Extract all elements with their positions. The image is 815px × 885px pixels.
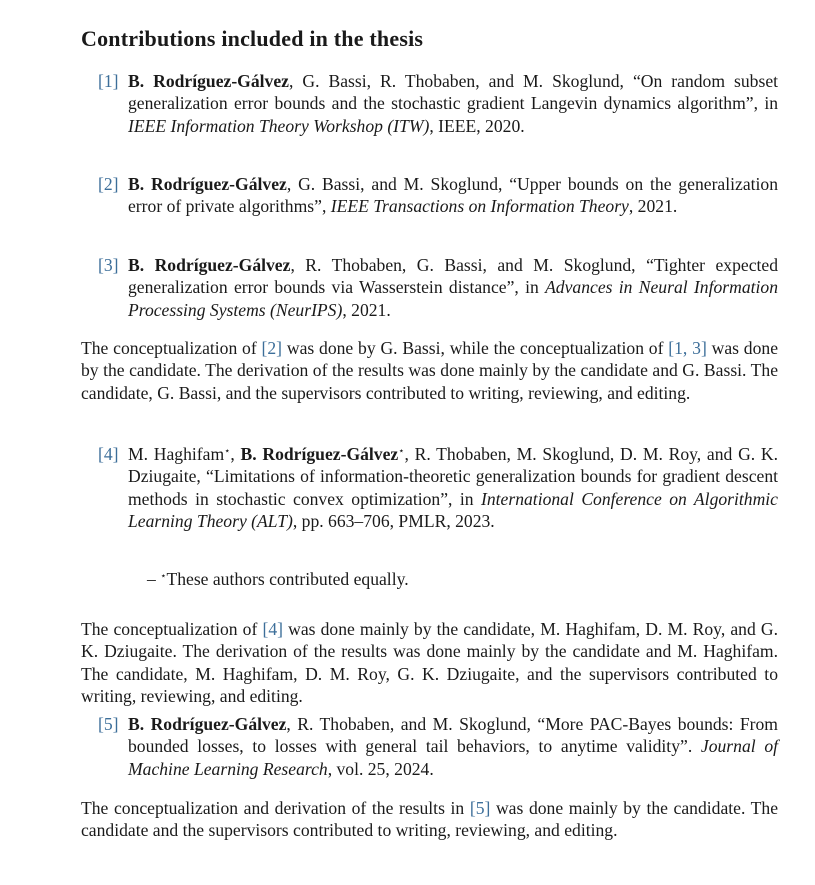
candidate-author: B. Rodríguez-Gálvez [128,255,291,275]
candidate-author: B. Rodríguez-Gálvez [128,174,287,194]
venue: IEEE Information Theory Workshop (ITW) [128,115,430,136]
reference-number[interactable]: [1] [98,71,119,91]
venue-prefix: . [687,736,701,757]
reference-number[interactable]: [4] [98,444,119,464]
note-text: These authors contributed equally. [166,569,409,589]
paragraph-text: was done by G. Bassi, while the conceptualization of [282,338,669,358]
reference-3 [98,254,778,321]
co-authors: , R. Thobaben, G. Bassi, and M. Skoglund, [290,255,647,275]
reference-number[interactable]: [5] [98,714,119,734]
candidate-author: B. Rodríguez-Gálvez [128,71,289,91]
reference-body [128,443,778,532]
paragraph-text: The conceptualization of [81,619,263,639]
reference-1 [98,70,778,137]
venue: Journal of Machine Learning Research [128,736,779,779]
paper-title: “On random subset generalization error bounds and the stochastic gradient Langevin dynamics algorithm” [128,71,779,114]
reference-number[interactable]: [2] [98,174,119,194]
co-authors: , R. Thobaben, M. Skoglund, D. M. Roy, and G. K. Dziugaite, [128,444,779,487]
citation-link[interactable]: [1, 3] [668,338,707,358]
reference-5 [98,713,778,780]
venue: IEEE Transactions on Information Theory [330,196,629,217]
reference-body [128,173,778,218]
reference-tail: , pp. 663–706, PMLR, 2023. [292,510,495,531]
contribution-paragraph-1 [81,337,778,404]
reference-4 [98,443,778,532]
dash-bullet: – [147,569,156,589]
separator: , [230,444,241,464]
equal-contribution-star: ⋆ [398,446,405,457]
citation-link[interactable]: [4] [262,619,283,639]
venue-prefix: , [321,196,331,217]
paragraph-text: was done mainly by the candidate. The candidate and the supervisors contributed to writing, reviewing, and editing. [81,798,778,841]
co-authors: , G. Bassi, and M. Skoglund, [286,174,510,194]
section-title: Contributions included in the thesis [81,26,424,51]
paragraph-text: The conceptualization of [81,338,262,358]
paper-title: “Upper bounds on the generalization error of private algorithms” [128,174,778,217]
paragraph-text: was done by the candidate. The derivation of the results was done mainly by the candidate and G. Bassi. The candidate, G. Bassi, and the supervisors contributed to writing, reviewing, and editing. [81,338,779,403]
paper-title: “Tighter expected generalization error bounds via Wasserstein distance” [128,255,779,298]
citation-link[interactable]: [5] [469,798,491,818]
equal-contribution-star: ⋆ [224,446,231,457]
equal-contribution-note [147,568,409,590]
reference-body [128,713,778,780]
candidate-author: B. Rodríguez-Gálvez [128,714,287,734]
venue-prefix: , in [753,93,779,114]
candidate-author: B. Rodríguez-Gálvez [240,444,399,464]
reference-tail: , 2021. [342,299,391,320]
venue-prefix: , in [514,277,546,298]
star-marker: ⋆ [160,571,167,582]
co-authors: , G. Bassi, R. Thobaben, and M. Skoglund, [288,71,633,91]
venue: Advances in Neural Information Processing Systems (NeurIPS) [128,277,778,320]
paper-title: “More PAC-Bayes bounds: From bounded losses, to losses with general tail behaviors, to anytime validity” [128,714,778,757]
reference-body [128,70,778,137]
paragraph-text: was done mainly by the candidate, M. Haghifam, D. M. Roy, and G. K. Dziugaite. The derivation of the results was done mainly by the candidate and M. Haghifam. The candidate, M. Haghifam, D. M. Roy, G. K. Dziugaite, and the supervisors contributed to writing, reviewing, and editing. [81,619,778,706]
venue-prefix: , in [448,488,482,509]
reference-tail: , IEEE, 2020. [429,115,525,136]
paper-title: “Limitations of information-theoretic generalization bounds for gradient descent methods in stochastic convex optimization” [128,466,779,509]
citation-link[interactable]: [2] [261,338,283,358]
lead-author: M. Haghifam [128,444,225,464]
reference-tail: , vol. 25, 2024. [327,758,434,779]
paragraph-text: The conceptualization and derivation of the results in [81,798,470,818]
reference-2 [98,173,778,218]
co-authors: , R. Thobaben, and M. Skoglund, [286,714,538,734]
reference-number[interactable]: [3] [98,255,119,275]
reference-body [128,254,778,321]
contribution-paragraph-3 [81,797,778,842]
contribution-paragraph-2 [81,618,778,707]
reference-tail: , 2021. [628,196,678,217]
venue: International Conference on Algorithmic Learning Theory (ALT) [128,488,778,531]
